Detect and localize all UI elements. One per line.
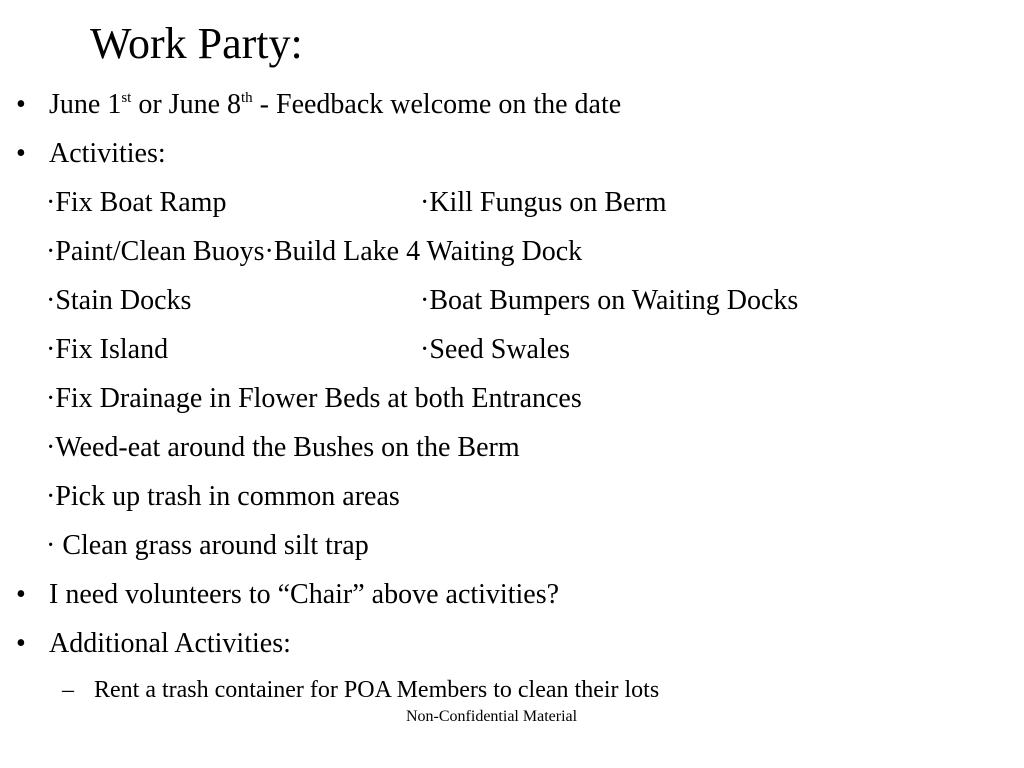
additional-item: Rent a trash container for POA Members to clean their lots (94, 677, 660, 703)
activity-item: ·Weed-eat around the Bushes on the Berm (46, 432, 520, 463)
activity-item: ·Stain Docks (46, 285, 192, 316)
activity-item: ·Build Lake 4 Waiting Dock (264, 236, 583, 267)
activity-item: ·Paint/Clean Buoys (46, 236, 265, 267)
bullet-marker: • (16, 579, 26, 610)
volunteers-line: I need volunteers to “Chair” above activities? (49, 579, 560, 610)
bullet-marker: • (16, 138, 26, 169)
bullet-marker: • (16, 628, 26, 659)
additional-heading: Additional Activities: (49, 628, 291, 659)
slide-title: Work Party: (90, 19, 303, 68)
bullet-marker: • (16, 89, 26, 120)
activity-item: ·Boat Bumpers on Waiting Docks (420, 285, 799, 316)
footer-label: Non-Confidential Material (406, 708, 578, 725)
activity-item: ·Fix Island (46, 334, 169, 365)
date-part1: June 1 (49, 89, 122, 120)
activities-heading: Activities: (49, 138, 166, 169)
sub-dash: – (62, 677, 74, 703)
date-part3: - Feedback welcome on the date (252, 89, 622, 120)
activity-item: ·Kill Fungus on Berm (420, 187, 667, 218)
date-line (49, 87, 621, 123)
activity-item: ·Fix Drainage in Flower Beds at both Entrances (46, 383, 582, 414)
date-sup1: st (121, 90, 132, 106)
activity-item: ·Seed Swales (420, 334, 571, 365)
date-sup2: th (241, 90, 253, 106)
date-part2: or June 8 (131, 89, 241, 120)
activity-item (46, 234, 582, 270)
activity-item: ·Fix Boat Ramp (46, 187, 227, 218)
activity-item: ·Pick up trash in common areas (46, 481, 400, 512)
activity-item: · Clean grass around silt trap (46, 530, 369, 561)
